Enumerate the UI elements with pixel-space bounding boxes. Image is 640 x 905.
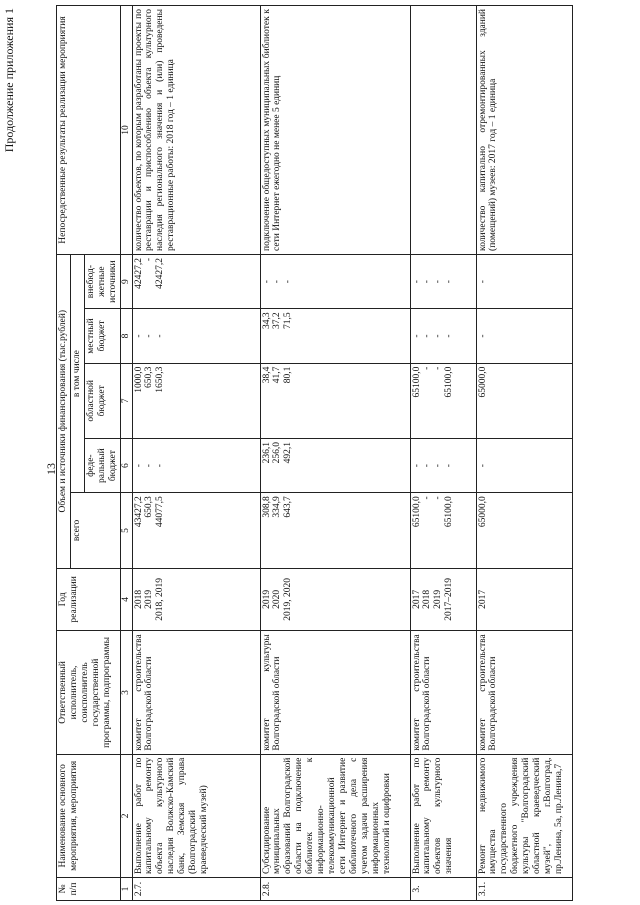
federal-value: 492,1 xyxy=(283,441,294,464)
header-result: Непосредственные результаты реализации мероприятия xyxy=(57,6,121,255)
year-value: 2019 xyxy=(433,589,444,609)
regional-value: - xyxy=(422,366,433,370)
row-responsible: комитет строительства Волгоградской области xyxy=(132,631,260,754)
header-total: всего xyxy=(70,493,120,568)
total-value: - xyxy=(433,496,444,500)
row-regional xyxy=(410,363,476,438)
total-value: 44077,5 xyxy=(155,496,166,528)
table-row xyxy=(260,6,410,901)
extrabudget-value: - xyxy=(411,280,422,284)
extrabudget-value: 42427,2 xyxy=(155,257,166,289)
row-result: количество капитально отремонтированных зданий (помещений) музеев: 2017 год – 1 единица xyxy=(476,6,572,255)
row-total xyxy=(410,493,476,568)
local-value: - xyxy=(477,334,488,338)
extrabudget-value: - xyxy=(477,280,488,284)
regional-value: - xyxy=(433,366,444,370)
row-extrabudget xyxy=(476,254,572,308)
total-value: 65100,0 xyxy=(411,496,422,528)
local-value: - xyxy=(144,334,155,338)
year-value: 2017–2019 xyxy=(444,578,455,621)
row-responsible: комитет культуры Волгоградской области xyxy=(260,631,410,754)
local-value: - xyxy=(155,334,166,338)
row-number: 3. xyxy=(410,878,476,901)
header-num: № п/п xyxy=(57,878,121,901)
federal-value: - xyxy=(433,464,444,468)
regional-value: 650,3 xyxy=(144,366,155,389)
col-number: 9 xyxy=(120,254,132,308)
row-federal xyxy=(132,438,260,492)
row-responsible: комитет строительства Волгоградской области xyxy=(410,631,476,754)
table-row xyxy=(410,6,476,901)
row-local xyxy=(132,309,260,363)
row-result xyxy=(410,6,476,255)
header-local: местный бюджет xyxy=(84,309,120,363)
row-local xyxy=(260,309,410,363)
extrabudget-value: - xyxy=(261,280,272,284)
col-number: 4 xyxy=(120,568,132,631)
year-value: 2017 xyxy=(411,589,422,609)
row-regional xyxy=(132,363,260,438)
local-value: - xyxy=(411,334,422,338)
row-total xyxy=(476,493,572,568)
total-value: - xyxy=(422,496,433,500)
federal-value: - xyxy=(155,464,166,468)
extrabudget-value: 42427,2 xyxy=(133,257,144,289)
year-value: 2020 xyxy=(272,589,283,609)
regional-value: 65000,0 xyxy=(477,366,488,398)
continuation-caption: Продолжение приложения 1 xyxy=(2,8,16,153)
header-responsible: Ответственный исполнитель, соисполнитель государственной программы, подпрограммы xyxy=(57,631,121,754)
col-number: 7 xyxy=(120,363,132,438)
row-local xyxy=(476,309,572,363)
federal-value: - xyxy=(444,464,455,468)
row-federal xyxy=(410,438,476,492)
row-regional xyxy=(260,363,410,438)
year-value: 2019 xyxy=(261,589,272,609)
row-responsible: комитет строительства Волгоградской области xyxy=(476,631,572,754)
extrabudget-value: - xyxy=(272,280,283,284)
extrabudget-value: - xyxy=(444,280,455,284)
row-total xyxy=(260,493,410,568)
local-value: - xyxy=(422,334,433,338)
header-year: Год реализации xyxy=(57,568,121,631)
extrabudget-value: - xyxy=(422,280,433,284)
row-name: Субсидирование муниципальных образований Волгоградской области на подключение библиотек к информационно-телекоммуникационной сети Интернет и развитие библиотечного дела с учетом задачи расширения информационных технологий и оцифровки xyxy=(260,754,410,877)
total-value: 43427,2 xyxy=(133,496,144,528)
col-number: 1 xyxy=(120,878,132,901)
row-extrabudget xyxy=(132,254,260,308)
col-number: 6 xyxy=(120,438,132,492)
header-extrabudget: внебюд-жетные источники xyxy=(84,254,120,308)
extrabudget-value: - xyxy=(283,280,294,284)
regional-value: 65100,0 xyxy=(411,366,422,398)
year-value: 2019 xyxy=(144,589,155,609)
page-number: 13 xyxy=(44,463,58,475)
row-result: количество объектов, по которым разработаны проекты по реставрации и приспособлению объекта культурного наследия регионального значения и (или) проведены реставрационные работы: 2018 год – 1 единица xyxy=(132,6,260,255)
total-value: 643,7 xyxy=(283,496,294,518)
local-value: 71,5 xyxy=(283,312,294,329)
col-number: 5 xyxy=(120,493,132,568)
col-number: 10 xyxy=(120,6,132,255)
row-total xyxy=(132,493,260,568)
row-extrabudget xyxy=(410,254,476,308)
local-value: 34,3 xyxy=(261,312,272,329)
local-value: - xyxy=(133,334,144,338)
row-years xyxy=(260,568,410,631)
row-name: Выполнение работ по капитальному ремонту объекта культурного наследия Волжско-Камский банк, Земская управа (Волгоградский краеведческий музей) xyxy=(132,754,260,877)
federal-value: - xyxy=(422,464,433,468)
federal-value: 256,0 xyxy=(272,441,283,464)
total-value: 65000,0 xyxy=(477,496,488,528)
extrabudget-value: - xyxy=(144,257,155,262)
header-financing: Объем и источники финансирования (тыс.рублей) xyxy=(57,254,71,568)
row-regional xyxy=(476,363,572,438)
federal-value: - xyxy=(133,464,144,468)
year-value: 2018 xyxy=(133,589,144,609)
row-years xyxy=(410,568,476,631)
regional-value: 1650,3 xyxy=(155,366,166,393)
regional-value: 41,7 xyxy=(272,366,283,384)
total-value: 334,9 xyxy=(272,496,283,518)
local-value: 37,2 xyxy=(272,312,283,329)
header-federal: феде-ральный бюджет xyxy=(84,438,120,492)
row-federal xyxy=(476,438,572,492)
header-row-1 xyxy=(57,6,71,901)
regional-value: 38,4 xyxy=(261,366,272,384)
row-federal xyxy=(260,438,410,492)
row-result: подключение общедоступных муниципальных библиотек к сети Интернет ежегодно не менее 5 единиц xyxy=(260,6,410,255)
year-value: 2018 xyxy=(422,589,433,609)
header-name: Наименование основного мероприятия, мероприятия xyxy=(57,754,121,877)
federal-value: - xyxy=(477,464,488,468)
table-row xyxy=(132,6,260,901)
column-numbers-row xyxy=(120,6,132,901)
local-value: - xyxy=(444,334,455,338)
total-value: 65100,0 xyxy=(444,496,455,528)
row-number: 2.7. xyxy=(132,878,260,901)
table-row xyxy=(476,6,572,901)
col-number: 8 xyxy=(120,309,132,363)
row-number: 3.1. xyxy=(476,878,572,901)
row-years xyxy=(476,568,572,631)
total-value: 308,8 xyxy=(261,496,272,518)
header-regional: областной бюджет xyxy=(84,363,120,438)
regional-value: 65100,0 xyxy=(444,366,455,398)
col-number: 3 xyxy=(120,631,132,754)
row-extrabudget xyxy=(260,254,410,308)
extrabudget-value: - xyxy=(433,280,444,284)
header-including: в том числе xyxy=(70,254,84,492)
row-number: 2.8. xyxy=(260,878,410,901)
row-years xyxy=(132,568,260,631)
regional-value: 80,1 xyxy=(283,366,294,384)
regional-value: 1000,0 xyxy=(133,366,144,393)
col-number: 2 xyxy=(120,754,132,877)
local-value: - xyxy=(433,334,444,338)
year-value: 2019, 2020 xyxy=(283,578,294,621)
total-value: 650,3 xyxy=(144,496,155,518)
year-value: 2017 xyxy=(477,589,488,609)
federal-value: 236,1 xyxy=(261,441,272,464)
year-value: 2018, 2019 xyxy=(155,578,166,621)
financing-table xyxy=(56,5,573,901)
row-name: Ремонт недвижимого имущества государственного бюджетного учреждения культуры "Волгоградский областной краеведческий музей", г.Волгоград, пр.Ленина, 5а, пр.Ленина,7 xyxy=(476,754,572,877)
row-name: Выполнение работ по капитальному ремонту объектов культурного значения xyxy=(410,754,476,877)
row-local xyxy=(410,309,476,363)
federal-value: - xyxy=(411,464,422,468)
federal-value: - xyxy=(144,464,155,468)
